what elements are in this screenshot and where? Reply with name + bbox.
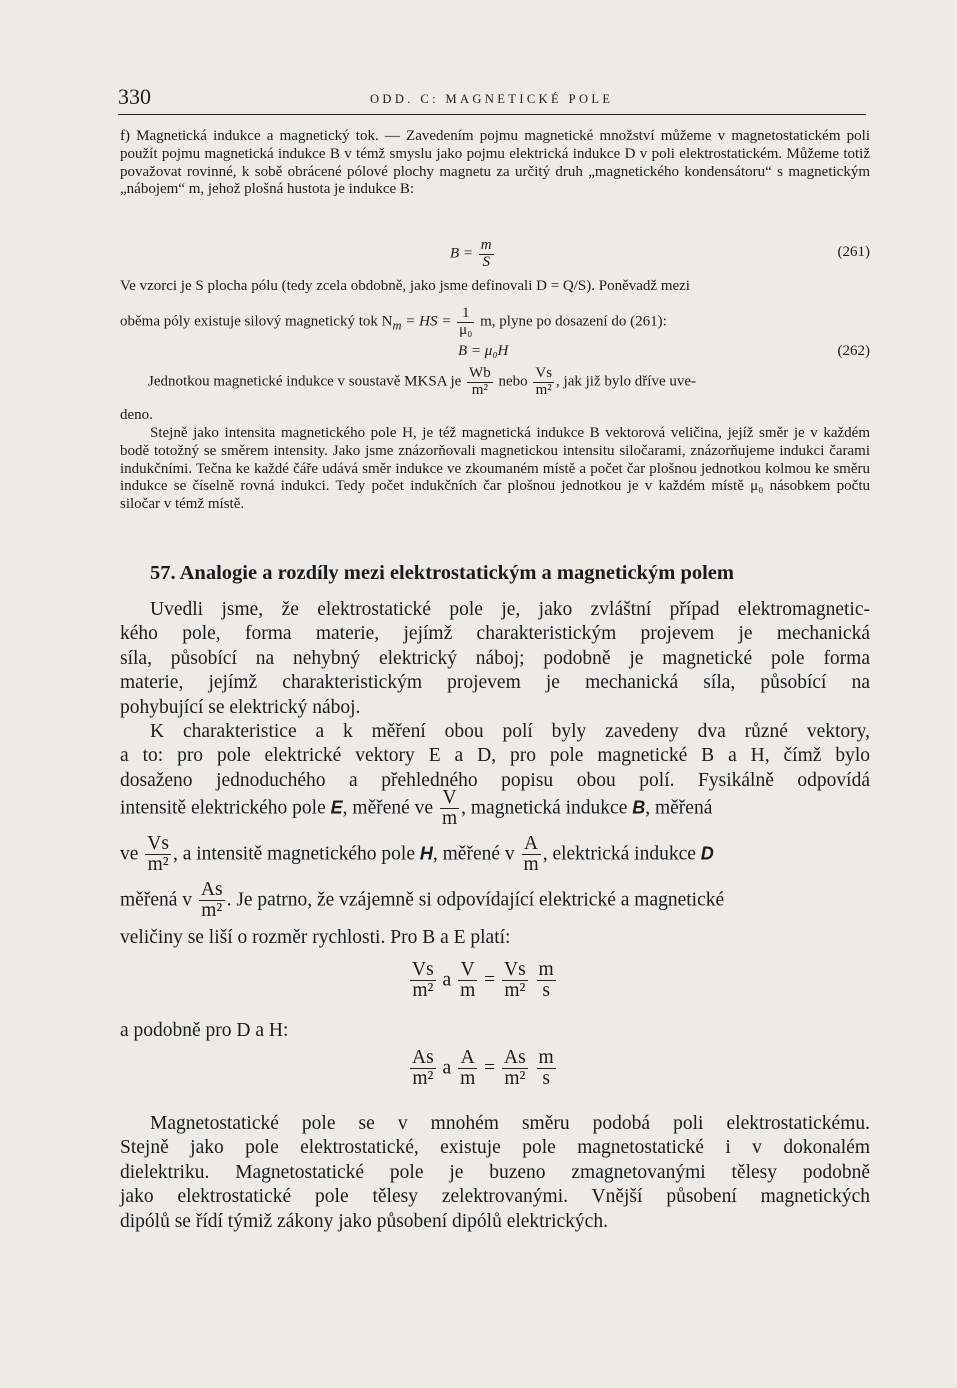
- fraction: [467, 366, 493, 399]
- line-electric-induction: [120, 874, 870, 920]
- text: ve: [120, 843, 144, 865]
- vector-symbol: H: [419, 843, 433, 864]
- fraction-denominator: m²: [412, 1068, 434, 1090]
- text: , měřené ve: [342, 797, 438, 819]
- text-line: dielektriku. Magnetostatické pole je buzeno zmagnetovanými tělesy podobně: [120, 1161, 870, 1183]
- fraction-numerator: 1: [457, 306, 474, 323]
- fraction-numerator: As: [504, 1047, 526, 1068]
- fraction-denominator: m: [460, 1068, 476, 1090]
- fraction-numerator: As: [200, 879, 223, 900]
- fraction-numerator: A: [522, 834, 541, 855]
- vector-symbol: D: [700, 843, 714, 864]
- page-header: [118, 84, 866, 115]
- paragraph-formula-note: [120, 278, 870, 296]
- fraction: [537, 960, 556, 1002]
- fraction: [533, 366, 554, 399]
- paragraph-induction-lines: [120, 425, 870, 514]
- text: , měřené v: [432, 843, 520, 865]
- fraction: [502, 1048, 528, 1090]
- text: nebo: [494, 373, 532, 390]
- fraction-denominator: m: [523, 854, 539, 876]
- text-line: pohybující se elektrický náboj.: [120, 696, 361, 718]
- fraction: [458, 1048, 477, 1090]
- fraction-numerator: m: [538, 959, 554, 980]
- text-line: síla, působící na nehybný elektrický náboj; podobně je magnetické pole forma: [120, 647, 870, 669]
- paragraph-text: Stejně jako intensita magnetického pole H, je též magnetická indukce B vektorová veličina, jejíž směr je v každém bodě totožný se směrem intensity. Jako jsme znázorňovali magnetickou intensitu siločarami, znázorňujeme indukci čarami indukčními. Tečna ke každé čáře udává směr indukce ve zkoumaném místě a počet čar plošnou jednotkou kolmou ke směru indukce se číselně rovná indukci. Tedy počet indukčních čar plošnou jednotkou je v každém místě μ₀ násobkem počtu siločar v témž místě.: [120, 425, 870, 513]
- fraction: [410, 960, 436, 1002]
- fraction-denominator: m²: [471, 381, 488, 398]
- text: oběma póly existuje silový magnetický tok N: [120, 313, 393, 330]
- text-line: Magnetostatické pole se v mnohém směru podobá poli elektrostatickému.: [150, 1113, 870, 1134]
- text-line: dipólů se řídí týmiž zákony jako působení dipólů elektrických.: [120, 1210, 608, 1232]
- text-line: Uvedli jsme, že elektrostatické pole je, jako zvláštní případ elektromagnetic-: [150, 599, 870, 620]
- fraction: [440, 788, 459, 830]
- fraction-denominator: S: [482, 253, 490, 270]
- subscript: m: [392, 318, 402, 333]
- text-line: kého pole, forma materie, jejímž charakteristickým projevem je mechanická: [120, 623, 870, 645]
- fraction-denominator: s: [542, 980, 550, 1002]
- fraction-denominator: s: [542, 1068, 550, 1090]
- fraction-denominator: m²: [201, 900, 223, 922]
- equation-261: [120, 232, 870, 272]
- fraction-denominator: m²: [412, 980, 434, 1002]
- text: , elektrická indukce: [542, 843, 701, 865]
- fraction-numerator: m: [480, 237, 492, 253]
- vector-symbol: B: [632, 797, 646, 818]
- equation-d-h: [408, 1048, 558, 1090]
- paragraph-text: f) Magnetická indukce a magnetický tok. — Zavedením pojmu magnetické množství můžeme v magnetostatickém poli použít pojmu magnetická indukce B v témž smyslu jako pojmu elektrická indukce D v poli elektrostatickém. Můžeme totiž považovat rovinné, k sobě obrácené pólové plochy magnetu za určitý druh „magnetického kondensátoru“ s magnetickým „nábojem“ m, jehož plošná hustota je indukce B:: [120, 128, 870, 198]
- running-head: ODD. C: MAGNETICKÉ POLE: [370, 92, 614, 106]
- text-line: veličiny se liší o rozměr rychlosti. Pro B a E platí:: [120, 927, 511, 948]
- equation-b-e: [408, 960, 558, 1002]
- text: a: [442, 969, 452, 991]
- equation-body: B = μ₀H: [458, 343, 509, 359]
- fraction-denominator: m: [460, 980, 476, 1002]
- section-heading: 57. Analogie a rozdíly mezi elektrostatickým a magnetickým polem: [150, 562, 734, 584]
- text: Jednotkou magnetické indukce v soustavě MKSA je: [148, 373, 462, 390]
- text: měřená v: [120, 889, 197, 911]
- text: , jak již bylo dříve uve-: [556, 373, 697, 390]
- text: , a intensitě magnetického pole: [172, 843, 420, 865]
- text-line: a to: pro pole elektrické vektory E a D, pro pole magnetické B a H, čímž bylo: [120, 745, 870, 767]
- paragraph-fields: [120, 598, 870, 793]
- fraction-denominator: m²: [147, 854, 169, 876]
- text: , měřená: [645, 797, 713, 819]
- fraction-numerator: Vs: [147, 833, 169, 854]
- fraction-numerator: A: [458, 1048, 477, 1069]
- text: , magnetická indukce: [461, 797, 633, 819]
- fraction: [199, 880, 225, 922]
- line-electric-intensity: [120, 780, 870, 830]
- fraction: [458, 960, 477, 1002]
- text-line: K charakteristice a k měření obou polí byly zavedeny dva různé vektory,: [150, 721, 870, 743]
- paragraph-magnetic-induction: [120, 128, 870, 199]
- fraction-numerator: Vs: [504, 959, 526, 980]
- fraction-numerator: m: [538, 1047, 554, 1068]
- fraction: [502, 960, 528, 1002]
- fraction-denominator: μ₀: [459, 321, 473, 338]
- paragraph-line: Ve vzorci je S plocha pólu (tedy zcela obdobně, jako jsme definovali D = Q/S). Poněvadž mezi: [120, 278, 690, 294]
- fraction: [410, 1048, 436, 1090]
- line-dimension: [120, 926, 870, 950]
- units-line-end: [120, 407, 870, 425]
- flux-line: [120, 298, 870, 338]
- equation: = HS =: [401, 313, 452, 330]
- fraction: [537, 1048, 556, 1090]
- fraction: [479, 238, 494, 271]
- text: a: [442, 1057, 452, 1079]
- fraction-numerator: Vs: [412, 959, 434, 980]
- fraction-numerator: Wb: [469, 365, 491, 381]
- fraction: [145, 834, 171, 876]
- fraction-numerator: As: [412, 1047, 434, 1068]
- fraction-denominator: m: [441, 808, 458, 830]
- units-line: [148, 364, 870, 404]
- fraction-denominator: m²: [504, 1068, 526, 1090]
- line-magnetic-intensity: [120, 826, 870, 876]
- text-line: materie, jejímž charakteristickým projevem je mechanická síla, působící na: [120, 672, 870, 694]
- text-line: dosaženo jednoduchého a přehledného popisu obou polí. Fysikálně odpovídá: [120, 769, 870, 791]
- text: intensitě elektrického pole: [120, 797, 331, 819]
- fraction-numerator: Vs: [535, 365, 553, 381]
- equals-sign: =: [484, 969, 496, 991]
- page-number: 330: [118, 84, 151, 109]
- fraction-numerator: V: [440, 788, 459, 809]
- text-line: Stejně jako pole elektrostatické, existuje pole magnetostatické i v dokonalém: [120, 1137, 870, 1159]
- fraction-numerator: V: [458, 960, 477, 981]
- equation-lhs: B =: [450, 245, 474, 262]
- text-line: jako elektrostatické pole tělesy zelektrovanými. Vnější působení magnetických: [120, 1186, 870, 1208]
- text-line: a podobně pro D a H:: [120, 1020, 289, 1041]
- paragraph-magnetostatic: [120, 1112, 870, 1234]
- label-d-h: [120, 1019, 870, 1043]
- fraction-denominator: m²: [535, 381, 552, 398]
- fraction: [522, 834, 541, 876]
- paragraph-line: deno.: [120, 407, 153, 423]
- fraction-denominator: m²: [504, 980, 526, 1002]
- text: . Je patrno, že vzájemně si odpovídající elektrické a magnetické: [226, 889, 725, 911]
- fraction: [457, 306, 474, 339]
- equals-sign: =: [484, 1057, 496, 1079]
- vector-symbol: E: [330, 797, 343, 818]
- equation-number: (261): [837, 244, 870, 260]
- equation-number: (262): [837, 343, 870, 359]
- text: m, plyne po dosazení do (261):: [476, 313, 667, 330]
